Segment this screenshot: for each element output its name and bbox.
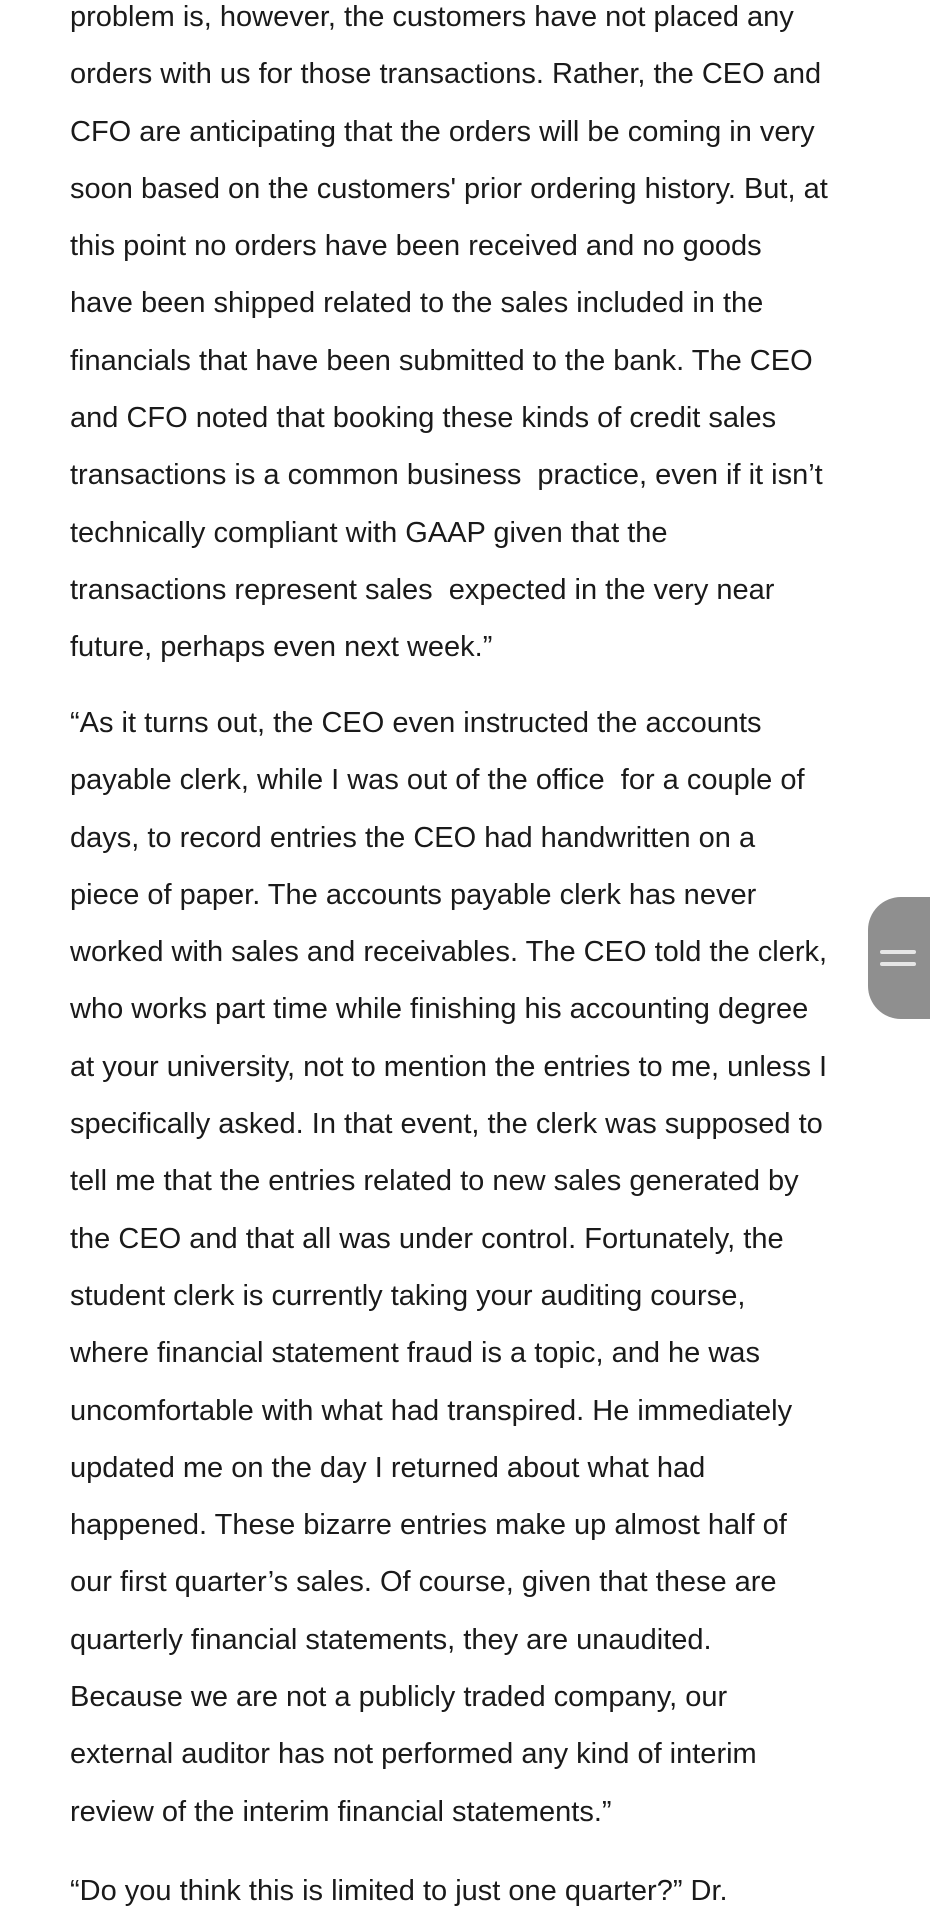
- text-line: specifically asked. In that event, the clerk was supposed to: [70, 1108, 823, 1141]
- text-line: updated me on the day I returned about what had: [70, 1451, 706, 1484]
- text-line: tell me that the entries related to new sales generated by: [70, 1165, 799, 1198]
- text-line: soon based on the customers' prior ordering history. But, at: [70, 172, 828, 205]
- text-line: student clerk is currently taking your auditing course,: [70, 1279, 746, 1312]
- text-line: payable clerk, while I was out of the office for a couple of: [70, 764, 805, 797]
- paragraph: [70, 1863, 890, 1920]
- text-line: future, perhaps even next week.”: [70, 631, 493, 664]
- text-line: worked with sales and receivables. The CEO told the clerk,: [70, 936, 828, 969]
- text-line: “Do you think this is limited to just one quarter?” Dr.: [70, 1875, 728, 1907]
- grip-lines-icon: [880, 962, 916, 966]
- text-line: at your university, not to mention the entries to me, unless I: [70, 1050, 828, 1083]
- text-line: happened. These bizarre entries make up almost half of: [70, 1509, 787, 1542]
- text-line: transactions is a common business practice, even if it isn’t: [70, 459, 823, 492]
- text-line: the CEO and that all was under control. Fortunately, the: [70, 1222, 784, 1255]
- text-line: CFO are anticipating that the orders will be coming in very: [70, 115, 815, 148]
- text-line: uncomfortable with what had transpired. He immediately: [70, 1394, 793, 1427]
- text-line: and CFO noted that booking these kinds of credit sales: [70, 402, 777, 435]
- text-line: piece of paper. The accounts payable clerk has never: [70, 878, 757, 911]
- text-line: days, to record entries the CEO had handwritten on a: [70, 821, 756, 854]
- text-line: review of the interim financial statements.”: [70, 1795, 612, 1828]
- text-line: external auditor has not performed any kind of interim: [70, 1738, 757, 1771]
- text-line: have been shipped related to the sales included in the: [70, 287, 764, 320]
- text-line: who works part time while finishing his accounting degree: [70, 993, 809, 1026]
- text-line: this point no orders have been received and no goods: [70, 230, 762, 263]
- text-line: our first quarter’s sales. Of course, given that these are: [70, 1566, 777, 1599]
- text-line: problem is, however, the customers have not placed any: [70, 1, 794, 33]
- text-line: Because we are not a publicly traded company, our: [70, 1681, 728, 1714]
- text-line: technically compliant with GAAP given that the: [70, 516, 668, 549]
- paragraph: [70, 695, 890, 1841]
- text-line: financials that have been submitted to the bank. The CEO: [70, 344, 813, 377]
- grip-lines-icon: [880, 950, 916, 954]
- paragraph: [70, 0, 890, 677]
- scroll-handle[interactable]: [868, 897, 930, 1019]
- text-line: quarterly financial statements, they are unaudited.: [70, 1623, 712, 1656]
- text-line: transactions represent sales expected in the very near: [70, 573, 775, 606]
- text-line: where financial statement fraud is a topic, and he was: [70, 1337, 760, 1370]
- text-line: orders with us for those transactions. Rather, the CEO and: [70, 58, 822, 91]
- text-line: “As it turns out, the CEO even instructed the accounts: [70, 707, 762, 739]
